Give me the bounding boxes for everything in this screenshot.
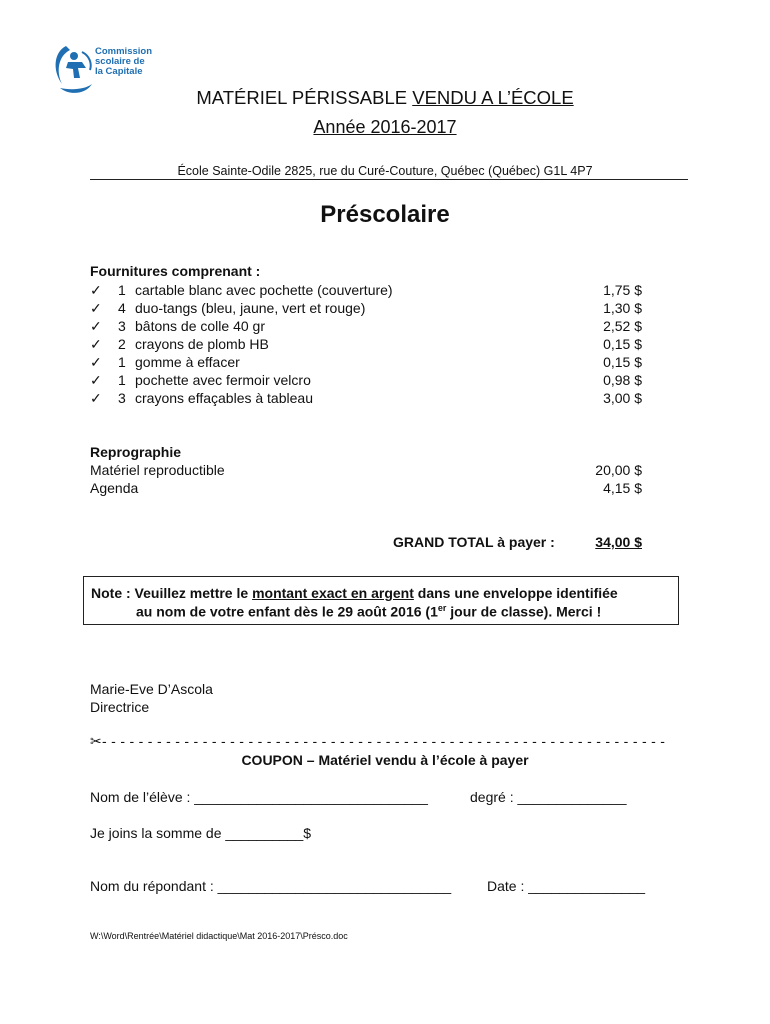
note-text-e: jour de classe). Merci ! [446,603,602,620]
supply-price: 0,15 $ [603,336,642,352]
supplies-heading: Fournitures comprenant : [90,263,261,279]
grand-total-value: 34,00 $ [595,534,642,550]
date-field[interactable]: Date : _______________ [487,878,646,894]
grade-field[interactable]: degré : ______________ [470,789,627,805]
cut-line: ✂- - - - - - - - - - - - - - - - - - - - - - - - - - - - - - - - - - - - - - - - - - - - - - - - - - - - - - - - - - - - - - [90,733,666,749]
logo-text [95,47,152,77]
grand-total-label: GRAND TOTAL à payer : [393,534,555,550]
logo-line-3: la Capitale [95,66,143,77]
supply-desc: cartable blanc avec pochette (couverture) [135,282,393,298]
supply-qty: 1 [118,354,126,370]
supply-price: 0,15 $ [603,354,642,370]
reprographie-price: 4,15 $ [603,480,642,496]
note-line-1 [91,585,618,601]
amount-field[interactable]: Je joins la somme de __________$ [90,825,312,841]
title-part-2: VENDU A L’ÉCOLE [412,87,574,108]
checkmark-icon: ✓ [90,354,102,370]
respondent-name-field[interactable]: Nom du répondant : ______________________________ [90,878,452,894]
supply-row [90,300,642,318]
supply-desc: bâtons de colle 40 gr [135,318,265,334]
reprographie-row [90,480,642,498]
supply-desc: pochette avec fermoir velcro [135,372,311,388]
title-part-1: MATÉRIEL PÉRISSABLE [196,87,413,108]
supply-qty: 2 [118,336,126,352]
checkmark-icon: ✓ [90,336,102,352]
supply-desc: duo-tangs (bleu, jaune, vert et rouge) [135,300,366,316]
supply-row [90,354,642,372]
checkmark-icon: ✓ [90,372,102,388]
note-text-c: dans une enveloppe identifiée [413,585,618,601]
note-text-a: Note : Veuillez mettre le [91,585,253,601]
supply-price: 2,52 $ [603,318,642,334]
school-address: École Sainte-Odile 2825, rue du Curé-Couture, Québec (Québec) G1L 4P7 [177,164,593,178]
supply-row [90,336,642,354]
checkmark-icon: ✓ [90,318,102,334]
coupon-title: COUPON – Matériel vendu à l’école à payer [241,752,529,768]
reprographie-row [90,462,642,480]
checkmark-icon: ✓ [90,390,102,406]
note-line-2 [136,603,601,620]
supply-row [90,318,642,336]
payment-note-box [83,576,679,625]
signature-name: Marie-Eve D’Ascola [90,681,213,697]
supply-desc: crayons de plomb HB [135,336,269,352]
supply-row [90,282,642,300]
document-title [0,87,770,109]
note-emphasis: montant exact en argent [252,585,414,601]
supply-desc: crayons effaçables à tableau [135,390,313,406]
supply-price: 0,98 $ [603,372,642,388]
reprographie-desc: Agenda [90,480,139,496]
section-title: Préscolaire [320,201,450,228]
supply-qty: 3 [118,390,126,406]
supply-price: 1,75 $ [603,282,642,298]
supply-qty: 4 [118,300,126,316]
supply-qty: 3 [118,318,126,334]
supply-qty: 1 [118,372,126,388]
note-text-d: au nom de votre enfant dès le 29 août 2016 (1 [136,603,438,620]
reprographie-heading: Reprographie [90,444,182,460]
supply-qty: 1 [118,282,126,298]
reprographie-price: 20,00 $ [595,462,642,478]
header-divider [90,179,688,180]
supply-price: 1,30 $ [603,300,642,316]
student-name-field[interactable]: Nom de l’élève : ______________________________ [90,789,428,805]
supply-price: 3,00 $ [603,390,642,406]
checkmark-icon: ✓ [90,300,102,316]
logo-line-2: scolaire de [95,56,145,67]
supply-row [90,390,642,408]
signature-role: Directrice [90,699,150,715]
logo-emblem-icon [56,46,92,93]
school-year: Année 2016-2017 [313,117,457,137]
file-path-footer: W:\Word\Rentrée\Matériel didactique\Mat 2016-2017\Présco.doc [90,931,348,941]
reprographie-desc: Matériel reproductible [90,462,225,478]
logo-line-1: Commission [95,46,153,57]
supply-desc: gomme à effacer [135,354,240,370]
checkmark-icon: ✓ [90,282,102,298]
supply-row [90,372,642,390]
note-superscript: er [437,603,447,613]
